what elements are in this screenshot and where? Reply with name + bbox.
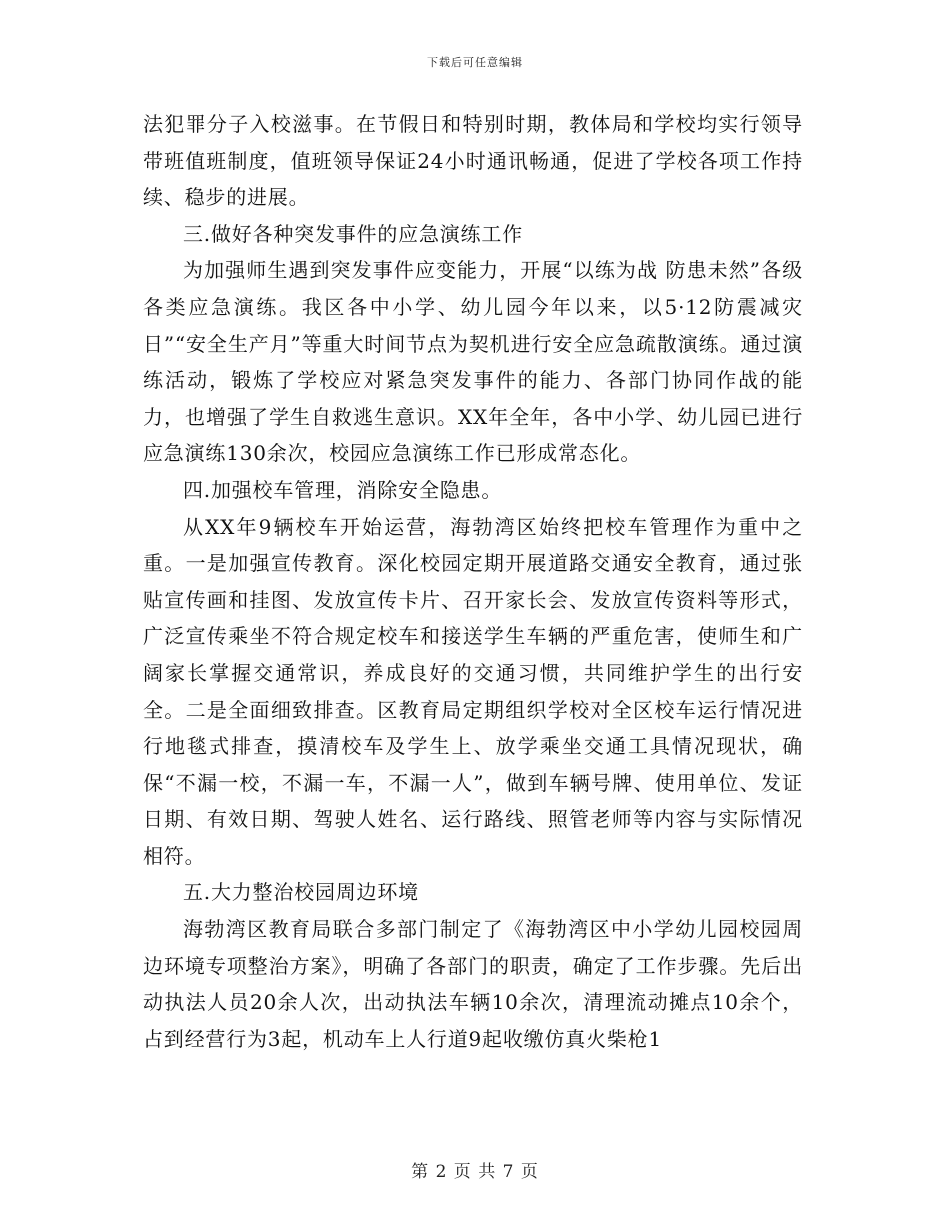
section-heading: 三.做好各种突发事件的应急演练工作 [183,221,523,246]
page-number: 第 2 页 共 7 页 [411,1162,539,1182]
paragraph: 从XX年9辆校车开始运营，海勃湾区始终把校车管理作为重中之重。一是加强宣传教育。深化校园定期开展道路交通安全教育，通过张贴宣传画和挂图、发放宣传卡片、召开家长会、发放宣传资料等形式，广泛宣传乘坐不符合规定校车和接送学生车辆的严重危害，使师生和广阔家长掌握交通常识，养成良好的交通习惯，共同维护学生的出行安全。二是全面细致排查。区教育局定期组织学校对全区校车运行情况进行地毯式排查，摸清校车及学生上、放学乘坐交通工具情况现状，确保“不漏一校，不漏一车，不漏一人”，做到车辆号牌、使用单位、发证日期、有效日期、驾驶人姓名、运行路线、照管老师等内容与实际情况相符。 [143,514,803,868]
document-body [143,106,803,1057]
section-heading: 五.大力整治校园周边环境 [183,880,419,905]
paragraph: 海勃湾区教育局联合多部门制定了《海勃湾区中小学幼儿园校园周边环境专项整治方案》，明确了各部门的职责，确定了工作步骤。先后出动执法人员20余人次，出动执法车辆10余次，清理流动摊点10余个，占到经营行为3起，机动车上人行道9起收缴仿真火柴枪1 [143,917,803,1051]
paragraph: 为加强师生遇到突发事件应变能力，开展“以练为战 防患未然”各级各类应急演练。我区各中小学、幼儿园今年以来，以5·12防震减灾日”“安全生产月”等重大时间节点为契机进行安全应急疏散演练。通过演练活动，锻炼了学校应对紧急突发事件的能力、各部门协同作战的能力，也增强了学生自救逃生意识。XX年全年，各中小学、幼儿园已进行应急演练130余次，校园应急演练工作已形成常态化。 [143,258,803,466]
paragraph: 法犯罪分子入校滋事。在节假日和特别时期，教体局和学校均实行领导带班值班制度，值班领导保证24小时通讯畅通，促进了学校各项工作持续、稳步的进展。 [143,112,803,210]
page-header-note: 下载后可任意编辑 [427,56,523,69]
section-heading: 四.加强校车管理，消除安全隐患。 [183,477,503,502]
